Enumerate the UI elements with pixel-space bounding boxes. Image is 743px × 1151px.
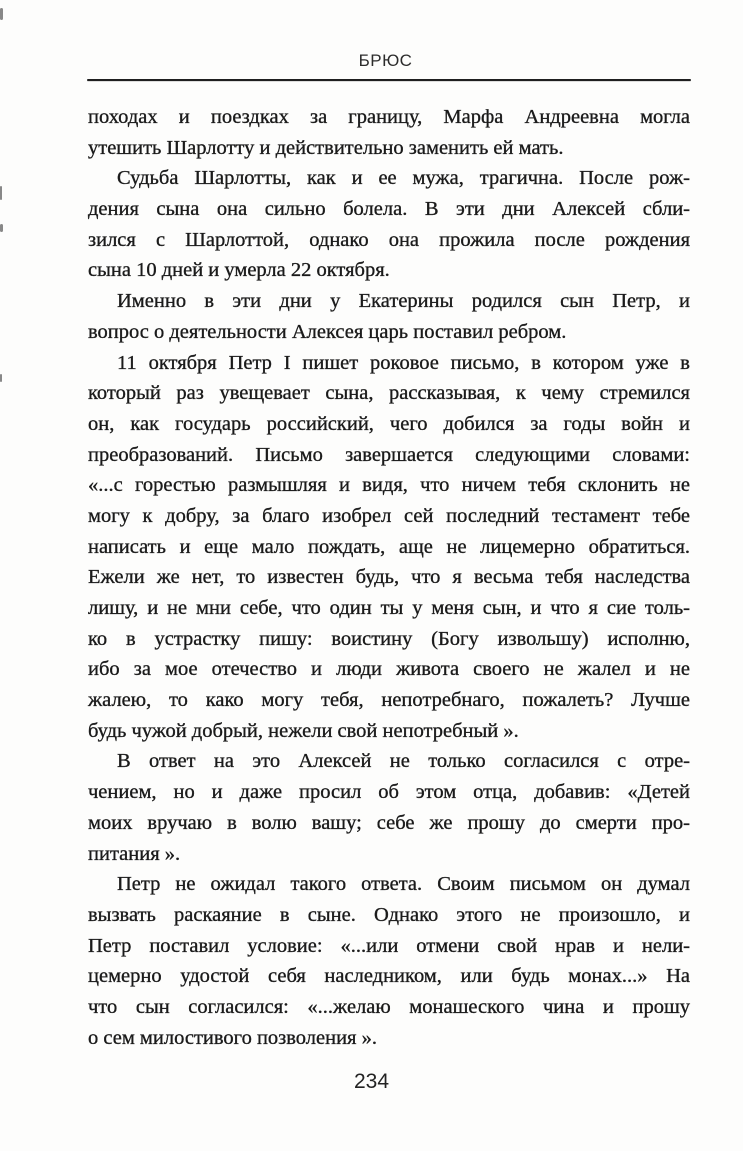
text-line: написать и еще мало пождать, аще не лицемерно обратиться. (88, 535, 690, 558)
scan-artifact (0, 374, 2, 382)
text-line: сына 10 дней и умерла 22 октября. (88, 259, 390, 282)
text-line: Ежели же нет, то известен будь, что я весьма тебя наследства (88, 566, 690, 589)
scan-artifact (0, 224, 3, 232)
text-line: ибо за мое отечество и люди живота своего не жалел и не (88, 658, 690, 681)
text-line: который раз увещевает сына, рассказывая, к чему стремился (88, 382, 690, 405)
text-line: Именно в эти дни у Екатерины родился сын Петр, и (117, 290, 690, 313)
text-line: вопрос о деятельности Алексея царь поставил ребром. (88, 320, 567, 343)
text-column (88, 102, 690, 1053)
text-line: 11 октября Петр I пишет роковое письмо, в котором уже в (117, 351, 690, 374)
text-line: он, как государь российский, чего добился за годы войн и (88, 412, 690, 435)
text-line: лишу, и не мни себе, что один ты у меня сын, и что я сие толь- (88, 597, 690, 619)
text-line: преобразований. Письмо завершается следующими словами: (88, 443, 690, 466)
scan-artifact (0, 186, 2, 200)
text-line: жалею, то како могу тебя, непотребнаго, пожалеть? Лучше (88, 689, 690, 712)
running-header-title: БРЮС (358, 51, 413, 70)
text-line: В ответ на это Алексей не только согласился с отре- (117, 750, 690, 773)
text-line: дения сына она сильно болела. В эти дни Алексей сбли- (88, 198, 690, 221)
text-line: о сем милостивого позволения ». (88, 1026, 377, 1049)
text-line: цемерно удостой себя наследником, или будь монах...» На (88, 965, 690, 988)
text-line: будь чужой добрый, нежели свой непотребный ». (88, 719, 519, 742)
text-line: походах и поездках за границу, Марфа Андреевна могла (88, 106, 690, 128)
text-line: «...с горестью размышляя и видя, что ничем тебя склонить не (88, 474, 690, 497)
text-line: что сын согласился: «...желаю монашеского чина и прошу (88, 995, 690, 1018)
text-line: вызвать раскаяние в сыне. Однако этого не произошло, и (88, 903, 690, 926)
text-line: зился с Шарлоттой, однако она прожила после рождения (88, 228, 690, 251)
scan-artifact (0, 8, 3, 20)
text-line: Судьба Шарлотты, как и ее мужа, трагична. После рож- (117, 167, 690, 190)
text-line: Петр не ожидал такого ответа. Своим письмом он думал (117, 873, 690, 896)
text-line: чением, но и даже просил об этом отца, добавив: «Детей (88, 781, 690, 804)
text-line: моих вручаю в волю вашу; себе же прошу до смерти про- (88, 811, 690, 834)
page-number: 234 (353, 1070, 390, 1093)
text-line: ко в устрастку пишу: воистину (Богу извольшу) исполню, (88, 627, 690, 650)
header-divider (87, 79, 691, 81)
text-line: питания ». (88, 842, 181, 865)
text-line: Петр поставил условие: «...или отмени свой нрав и нели- (88, 934, 690, 957)
text-line: могу к добру, за благо изобрел сей последний тестамент тебе (88, 504, 690, 527)
text-line: утешить Шарлотту и действительно заменить ей мать. (88, 136, 564, 159)
